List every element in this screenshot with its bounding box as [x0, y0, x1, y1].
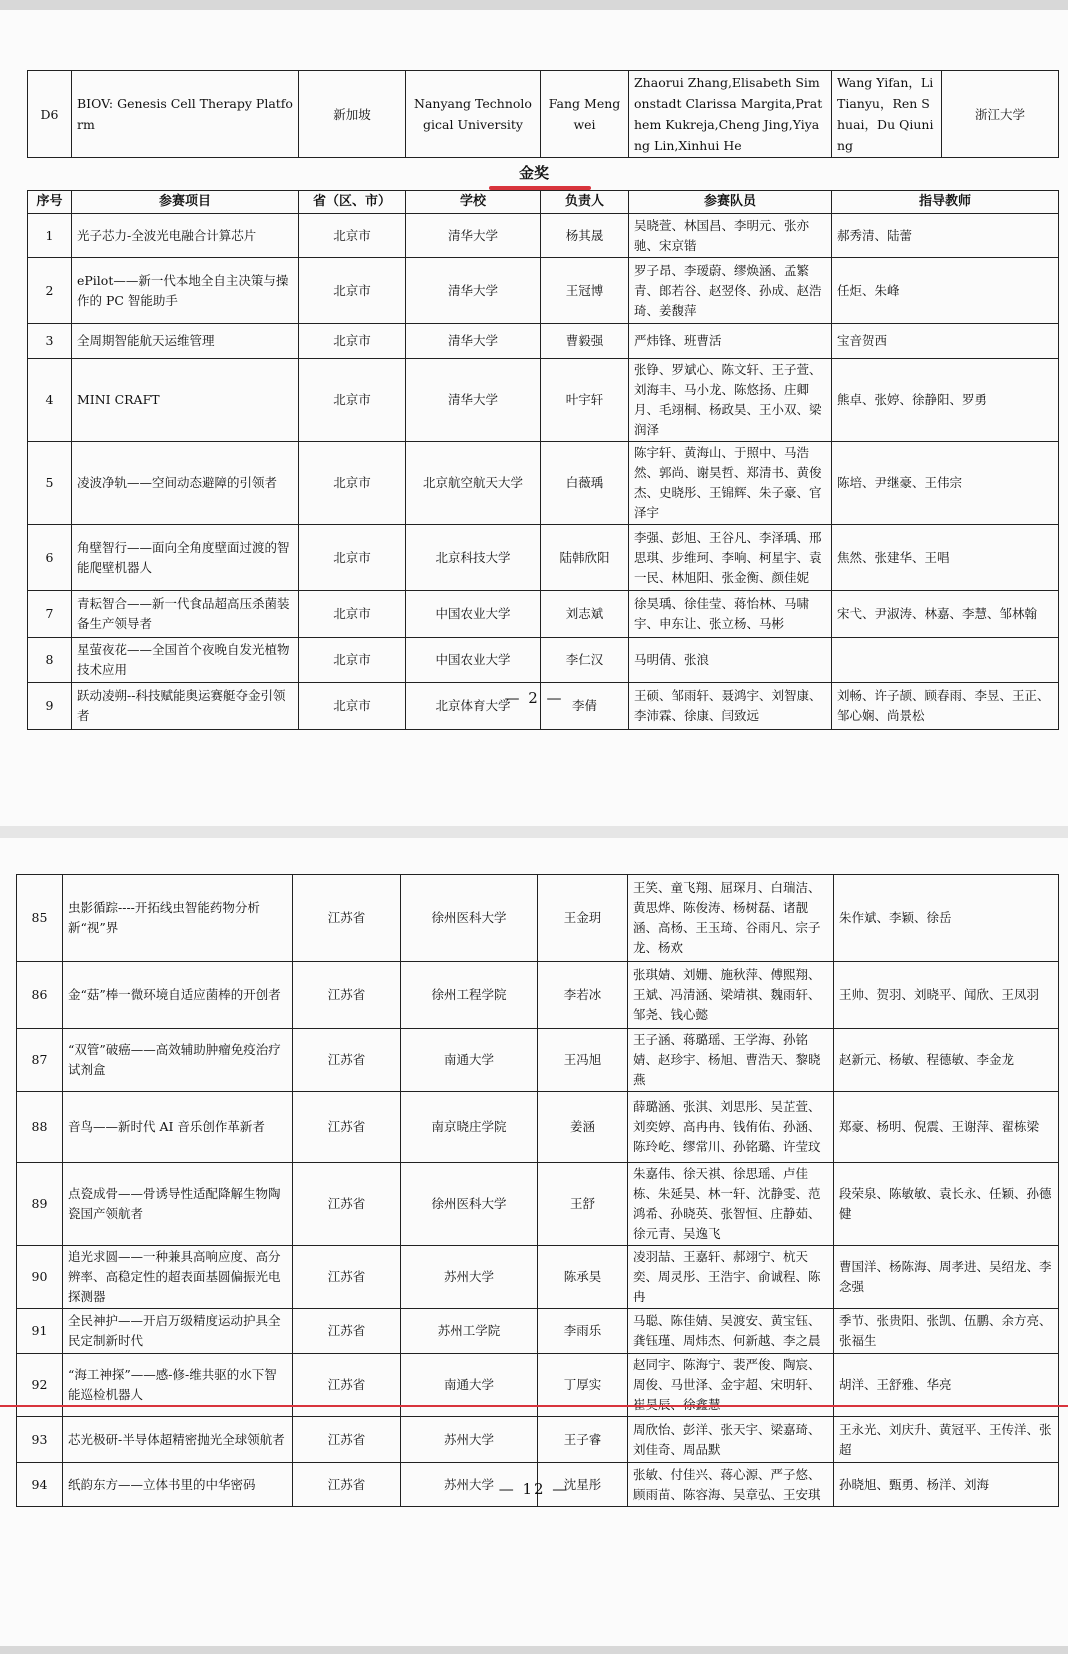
cell-project: 音鸟——新时代 AI 音乐创作革新者: [63, 1092, 293, 1163]
header-project: 参赛项目: [72, 191, 299, 214]
cell-project: 纸韵东方——立体书里的中华密码: [63, 1463, 293, 1507]
cell-project: 全周期智能航天运维管理: [72, 324, 299, 359]
cell-leader: 李若冰: [538, 962, 628, 1029]
cell-no: 92: [17, 1354, 63, 1417]
cell-project: BIOV: Genesis Cell Therapy Platform: [72, 71, 299, 158]
header-row: [28, 191, 1059, 214]
table-row: [28, 258, 1059, 324]
cell-region: 北京市: [299, 214, 406, 258]
header-advisors: 指导教师: [832, 191, 1059, 214]
cell-no: 90: [17, 1246, 63, 1309]
cell-advisors: 王帅、贺羽、刘晓平、闻欣、王凤羽: [834, 962, 1059, 1029]
cell-project: ePilot——新一代本地全自主决策与操作的 PC 智能助手: [72, 258, 299, 324]
cell-team: 薛璐涵、张淇、刘思彤、吴芷萱、刘奕婷、高冉冉、钱侑佑、孙涵、陈玲屹、缪常川、孙铭璐、许莹玟: [628, 1092, 834, 1163]
cell-project: 虫影循踪----开拓线虫智能药物分析新“视”界: [63, 875, 293, 962]
top-bar: [0, 0, 1068, 10]
cell-advisors: 季节、张贵阳、张凯、伍鹏、余方亮、张福生: [834, 1309, 1059, 1354]
cell-no: 85: [17, 875, 63, 962]
table-row: [17, 1163, 1059, 1246]
cell-team: 王子涵、蒋璐瑶、王学海、孙铭婧、赵珍宇、杨旭、曹浩天、黎晓燕: [628, 1029, 834, 1092]
cell-no: 88: [17, 1092, 63, 1163]
cell-advisors: 焦然、张建华、王唱: [832, 525, 1059, 591]
cell-region: 北京市: [299, 359, 406, 442]
cell-region: 北京市: [299, 324, 406, 359]
cell-no: 93: [17, 1417, 63, 1463]
cell-advisors: [832, 638, 1059, 683]
table-row: [28, 525, 1059, 591]
cell-advisors: 王永光、刘庆升、黄冠平、王传洋、张超: [834, 1417, 1059, 1463]
cell-no: 1: [28, 214, 72, 258]
table-row: [17, 875, 1059, 962]
page-gap: [0, 826, 1068, 838]
cell-no: 4: [28, 359, 72, 442]
cell-team: 周欣怡、彭洋、张天宇、梁嘉琦、刘佳奇、周品默: [628, 1417, 834, 1463]
cell-project: 追光求圆——一种兼具高响应度、高分辨率、高稳定性的超表面基圆偏振光电探测器: [63, 1246, 293, 1309]
document-page-12: [0, 838, 1068, 1646]
cell-school: 南京晓庄学院: [401, 1092, 538, 1163]
cell-advisors: 孙晓旭、甄勇、杨洋、刘海: [834, 1463, 1059, 1507]
cell-school: 中国农业大学: [406, 591, 541, 638]
cell-no: 86: [17, 962, 63, 1029]
cell-project: 凌波净轨——空间动态避障的引领者: [72, 442, 299, 525]
header-leader: 负责人: [541, 191, 629, 214]
cell-partner: 浙江大学: [942, 71, 1059, 158]
cell-school: 南通大学: [401, 1029, 538, 1092]
cell-advisors: 宋弋、尹淑涛、林嘉、李慧、邹林翰: [832, 591, 1059, 638]
cell-team: 陈宇轩、黄海山、于照中、马浩然、郭尚、谢昊哲、郑清书、黄俊杰、史晓彤、王锦辉、朱子豪、官泽宇: [629, 442, 832, 525]
cell-advisors: 段荣泉、陈敏敏、袁长永、任颖、孙德健: [834, 1163, 1059, 1246]
cell-no: 91: [17, 1309, 63, 1354]
cell-leader: 王冯旭: [538, 1029, 628, 1092]
cell-no: 6: [28, 525, 72, 591]
cell-team: 吴晓萱、林国昌、李明元、张亦驰、宋京锴: [629, 214, 832, 258]
cell-school: 徐州医科大学: [401, 875, 538, 962]
cell-team: 王笑、童飞翔、屈琛月、白瑞洁、黄思烨、陈俊涛、杨树磊、诸靓涵、高杨、王玉琦、谷雨凡、宗子龙、杨欢: [628, 875, 834, 962]
cell-team: 张琪婧、刘姗、施秋萍、傅熙翔、王斌、冯清涵、梁靖祺、魏雨轩、邹尧、钱心懿: [628, 962, 834, 1029]
cell-project: 星萤夜花——全国首个夜晚自发光植物技术应用: [72, 638, 299, 683]
cell-team: Zhaorui Zhang,Elisabeth Simonstadt Clarissa Margita,Prathem Kukreja,Cheng Jing,Yiyang Lin,Xinhui He: [629, 71, 832, 158]
cell-region: 江苏省: [293, 962, 401, 1029]
cell-leader: 沈星彤: [538, 1463, 628, 1507]
cell-region: 江苏省: [293, 1163, 401, 1246]
cell-school: 中国农业大学: [406, 638, 541, 683]
cell-team: 徐昊瑀、徐佳莹、蒋怡林、马啸宇、申东让、张立杨、马彬: [629, 591, 832, 638]
cell-team: 罗子昂、李瑷蔚、缪焕涵、孟繁青、郎若谷、赵翌佟、孙成、赵浩琦、姜馥萍: [629, 258, 832, 324]
cell-school: 苏州大学: [401, 1246, 538, 1309]
page-number: — 12 —: [498, 1480, 570, 1498]
cell-school: 徐州医科大学: [401, 1163, 538, 1246]
gold-award-table: [27, 190, 1059, 730]
cell-leader: 王子睿: [538, 1417, 628, 1463]
cell-no: 2: [28, 258, 72, 324]
cell-project: 青耘智合——新一代食品超高压杀菌装备生产领导者: [72, 591, 299, 638]
cell-advisors: 熊卓、张婷、徐静阳、罗勇: [832, 359, 1059, 442]
cell-school: 清华大学: [406, 214, 541, 258]
cell-region: 北京市: [299, 638, 406, 683]
cell-team: 马聪、陈佳婧、吴渡安、黄宝钰、龚钰瑾、周炜杰、何新越、李之晨: [628, 1309, 834, 1354]
cell-team: 赵同宇、陈海宁、裴严俊、陶宸、周俊、马世泽、金宇超、宋明轩、: [628, 1354, 834, 1417]
cell-leader: Fang Mengwei: [541, 71, 629, 158]
cell-school: 南通大学: [401, 1354, 538, 1417]
table-row: [17, 1246, 1059, 1309]
cell-region: 江苏省: [293, 1354, 401, 1417]
table-row: [17, 962, 1059, 1029]
cell-no: 9: [28, 683, 72, 730]
cell-region: 新加坡: [299, 71, 406, 158]
cell-advisors: 胡洋、王舒雅、华亮: [834, 1354, 1059, 1417]
cell-leader: 王冠博: [541, 258, 629, 324]
cell-project: 芯光极研-半导体超精密抛光全球领航者: [63, 1417, 293, 1463]
cell-no: 94: [17, 1463, 63, 1507]
cell-school: 清华大学: [406, 258, 541, 324]
cell-no: 87: [17, 1029, 63, 1092]
cell-leader: 杨其晟: [541, 214, 629, 258]
cell-no: 3: [28, 324, 72, 359]
cell-team: 王硕、邹雨轩、聂鸿宇、刘智康、李沛霖、徐康、闫致远: [629, 683, 832, 730]
cell-leader: 李雨乐: [538, 1309, 628, 1354]
cell-advisors: 郑豪、杨明、倪震、王谢萍、翟栋梁: [834, 1092, 1059, 1163]
cell-school: 苏州工学院: [401, 1309, 538, 1354]
bottom-bar: [0, 1646, 1068, 1654]
cell-school: 苏州大学: [401, 1463, 538, 1507]
cell-leader: 王舒: [538, 1163, 628, 1246]
table-row: [17, 1309, 1059, 1354]
cell-leader: 陆韩欣阳: [541, 525, 629, 591]
cell-region: 江苏省: [293, 1417, 401, 1463]
cell-project: 全民神护——开启万级精度运动护具全民定制新时代: [63, 1309, 293, 1354]
cell-region: 北京市: [299, 525, 406, 591]
cell-team: 凌羽喆、王嘉轩、郝翊宁、杭天奕、周灵彤、王浩宇、俞诚程、陈冉: [628, 1246, 834, 1309]
cell-advisors: 曹国洋、杨陈海、周孝进、吴绍龙、李念强: [834, 1246, 1059, 1309]
cell-leader: 叶宇轩: [541, 359, 629, 442]
cell-region: 江苏省: [293, 1309, 401, 1354]
cell-project: 点瓷成骨——骨诱导性适配降解生物陶瓷国产领航者: [63, 1163, 293, 1246]
cell-leader: 丁厚实: [538, 1354, 628, 1417]
table-row: [28, 638, 1059, 683]
table-row: [28, 591, 1059, 638]
cell-no: D6: [28, 71, 72, 158]
cell-advisors: 任炬、朱峰: [832, 258, 1059, 324]
table-row: [28, 442, 1059, 525]
cell-advisors: 朱作斌、李颖、徐岳: [834, 875, 1059, 962]
cell-no: 8: [28, 638, 72, 683]
cell-region: 北京市: [299, 442, 406, 525]
cell-no: 7: [28, 591, 72, 638]
cell-school: 北京航空航天大学: [406, 442, 541, 525]
cell-project: MINI CRAFT: [72, 359, 299, 442]
continuation-table: [27, 70, 1059, 158]
cell-project: 金“菇”棒一微环境自适应菌棒的开创者: [63, 962, 293, 1029]
cell-team: 李强、彭旭、王谷凡、李泽瑀、邢思琪、步维珂、李响、柯星宇、袁一民、林旭阳、张金衡、颜佳妮: [629, 525, 832, 591]
cell-leader: 姜涵: [538, 1092, 628, 1163]
cell-no: 5: [28, 442, 72, 525]
cell-region: 北京市: [299, 258, 406, 324]
section-title: 金奖: [518, 164, 549, 182]
award-table-continued: [16, 874, 1059, 1507]
cell-project: 跃动凌朔--科技赋能奥运赛艇夺金引领者: [72, 683, 299, 730]
cell-region: 江苏省: [293, 1246, 401, 1309]
cell-project: “海工神探”——感-修-维共驱的水下智能巡检机器人: [63, 1354, 293, 1417]
cell-advisors: 赵新元、杨敏、程德敏、李金龙: [834, 1029, 1059, 1092]
cell-leader: 曹毅强: [541, 324, 629, 359]
cell-school: 清华大学: [406, 324, 541, 359]
cell-leader: 李倩: [541, 683, 629, 730]
cell-team: 张敏、付佳兴、蒋心源、严子悠、顾雨苗、陈容海、吴章弘、王安琪: [628, 1463, 834, 1507]
cell-project: 光子芯力-全波光电融合计算芯片: [72, 214, 299, 258]
cell-leader: 刘志斌: [541, 591, 629, 638]
cell-school: Nanyang Technological University: [406, 71, 541, 158]
cell-leader: 陈承昊: [538, 1246, 628, 1309]
cell-region: 江苏省: [293, 1092, 401, 1163]
cell-team: 张铮、罗斌心、陈文轩、王子萱、刘海丰、马小龙、陈悠扬、庄卿月、毛翊桐、杨政昊、王小双、梁润泽: [629, 359, 832, 442]
cell-team: 严炜锋、班曹活: [629, 324, 832, 359]
cell-leader: 王金玥: [538, 875, 628, 962]
cell-team: 朱嘉伟、徐天祺、徐思瑶、卢佳栋、朱延昊、林一轩、沈静雯、范鸿希、孙晓英、张智恒、庄静茹、徐元青、吴逸飞: [628, 1163, 834, 1246]
cell-project: “双管”破癌——高效辅助肿瘤免疫治疗试剂盒: [63, 1029, 293, 1092]
table-row: [28, 71, 1059, 158]
cell-region: 北京市: [299, 591, 406, 638]
table-row: [28, 214, 1059, 258]
cell-school: 北京科技大学: [406, 525, 541, 591]
cell-region: 江苏省: [293, 1463, 401, 1507]
table-row: [17, 1029, 1059, 1092]
header-team: 参赛队员: [629, 191, 832, 214]
cell-school: 苏州大学: [401, 1417, 538, 1463]
table-row: [17, 1092, 1059, 1163]
cell-advisors: Wang Yifan，Li Tianyu，Ren Shuai，Du Qiuning: [832, 71, 942, 158]
cell-school: 清华大学: [406, 359, 541, 442]
cell-region: 北京市: [299, 683, 406, 730]
cell-leader: 李仁汉: [541, 638, 629, 683]
cell-no: 89: [17, 1163, 63, 1246]
cell-region: 江苏省: [293, 1029, 401, 1092]
cell-advisors: 陈培、尹继豪、王伟宗: [832, 442, 1059, 525]
cell-team: 马明倩、张浪: [629, 638, 832, 683]
cell-school: 北京体育大学: [406, 683, 541, 730]
header-region: 省（区、市）: [299, 191, 406, 214]
cell-leader: 白薇瑀: [541, 442, 629, 525]
table-row: [28, 324, 1059, 359]
table-row: [17, 1354, 1059, 1417]
header-no: 序号: [28, 191, 72, 214]
header-school: 学校: [406, 191, 541, 214]
cell-advisors: 郝秀清、陆蕾: [832, 214, 1059, 258]
document-page-2: [0, 10, 1068, 826]
page-number: — 2 —: [504, 689, 564, 707]
cell-school: 徐州工程学院: [401, 962, 538, 1029]
cell-advisors: 宝音贺西: [832, 324, 1059, 359]
table-row: [28, 359, 1059, 442]
table-row: [17, 1417, 1059, 1463]
cell-region: 江苏省: [293, 875, 401, 962]
cell-project: 角壁智行——面向全角度壁面过渡的智能爬壁机器人: [72, 525, 299, 591]
highlight-line: [0, 1405, 1068, 1407]
cell-advisors: 刘畅、许子颉、顾春雨、李昱、王正、邹心娴、尚景松: [832, 683, 1059, 730]
